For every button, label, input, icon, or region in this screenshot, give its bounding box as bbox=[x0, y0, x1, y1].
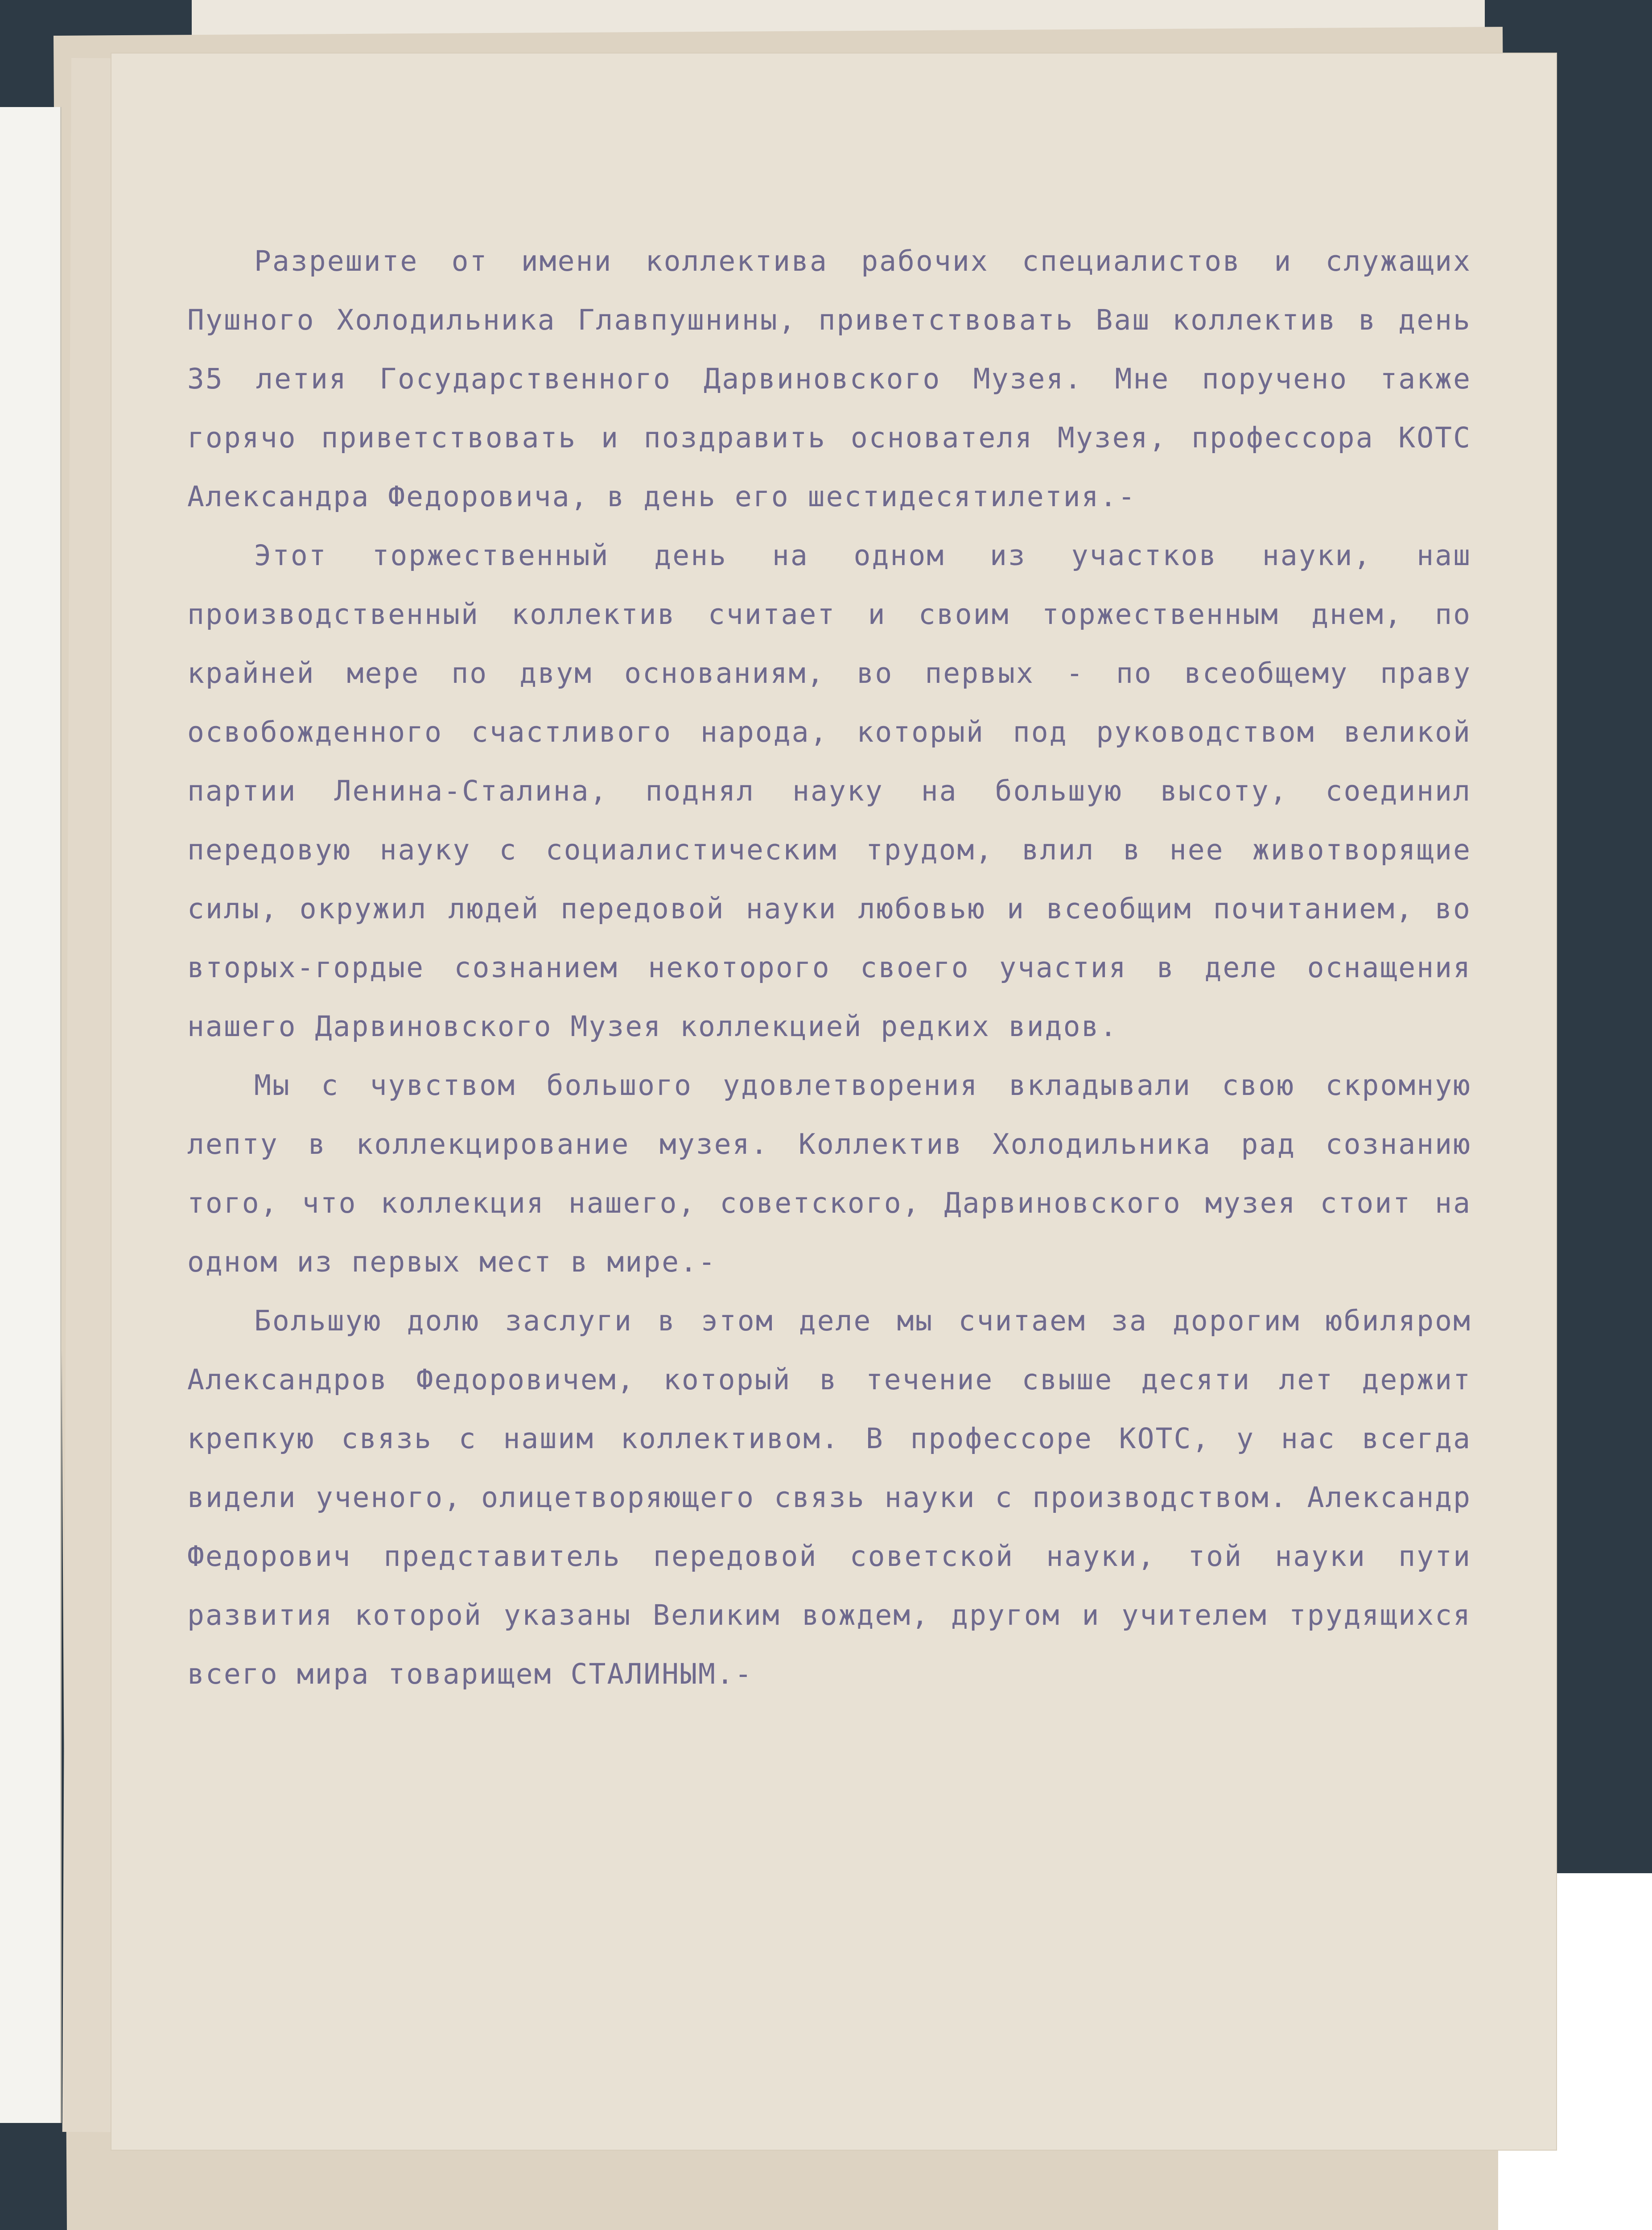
paragraph-4: Большую долю заслуги в этом деле мы считаем за дорогим юбиляром Александров Федоровичем, который в течение свыше десяти лет держит крепкую связь с нашим коллективом. В профессоре КОТС, у нас всегда видели ученого, олицетворяющего связь науки с производством. Александр Федорович представитель передовой советской науки, той науки пути развития которой указаны Великим вождем, другом и учителем трудящихся всего мира товарищем СТАЛИНЫМ.- bbox=[187, 1305, 1471, 1690]
letter-body bbox=[187, 232, 1471, 1704]
paragraph-3: Мы с чувством большого удовлетворения вкладывали свою скромную лепту в коллекцирование музея. Коллектив Холодильника рад сознанию того, что коллекция нашего, советского, Дарвиновского музея стоит на одном из первых мест в мире.- bbox=[187, 1069, 1471, 1278]
background-sheet-left bbox=[0, 107, 62, 2123]
paragraph-1: Разрешите от имени коллектива рабочих специалистов и служащих Пушного Холодильника Главпушнины, приветствовать Ваш коллектив в день 35 летия Государственного Дарвиновского Музея. Мне поручено также горячо приветствовать и поздравить основателя Музея, профессора КОТС Александра Федоровича, в день его шестидесятилетия.- bbox=[187, 245, 1471, 513]
paragraph-2: Этот торжественный день на одном из участков науки, наш производственный коллектив считает и своим торжественным днем, по крайней мере по двум основаниям, во первых - по всеобщему праву освобожденного счастливого народа, который под руководством великой партии Ленина-Сталина, поднял науку на большую высоту, соединил передовую науку с социалистическим трудом, влил в нее животворящие силы, окружил людей передовой науки любовью и всеобщим почитанием, во вторых-гордые сознанием некоторого своего участия в деле оснащения нашего Дарвиновского Музея коллекцией редких видов. bbox=[187, 539, 1471, 1043]
